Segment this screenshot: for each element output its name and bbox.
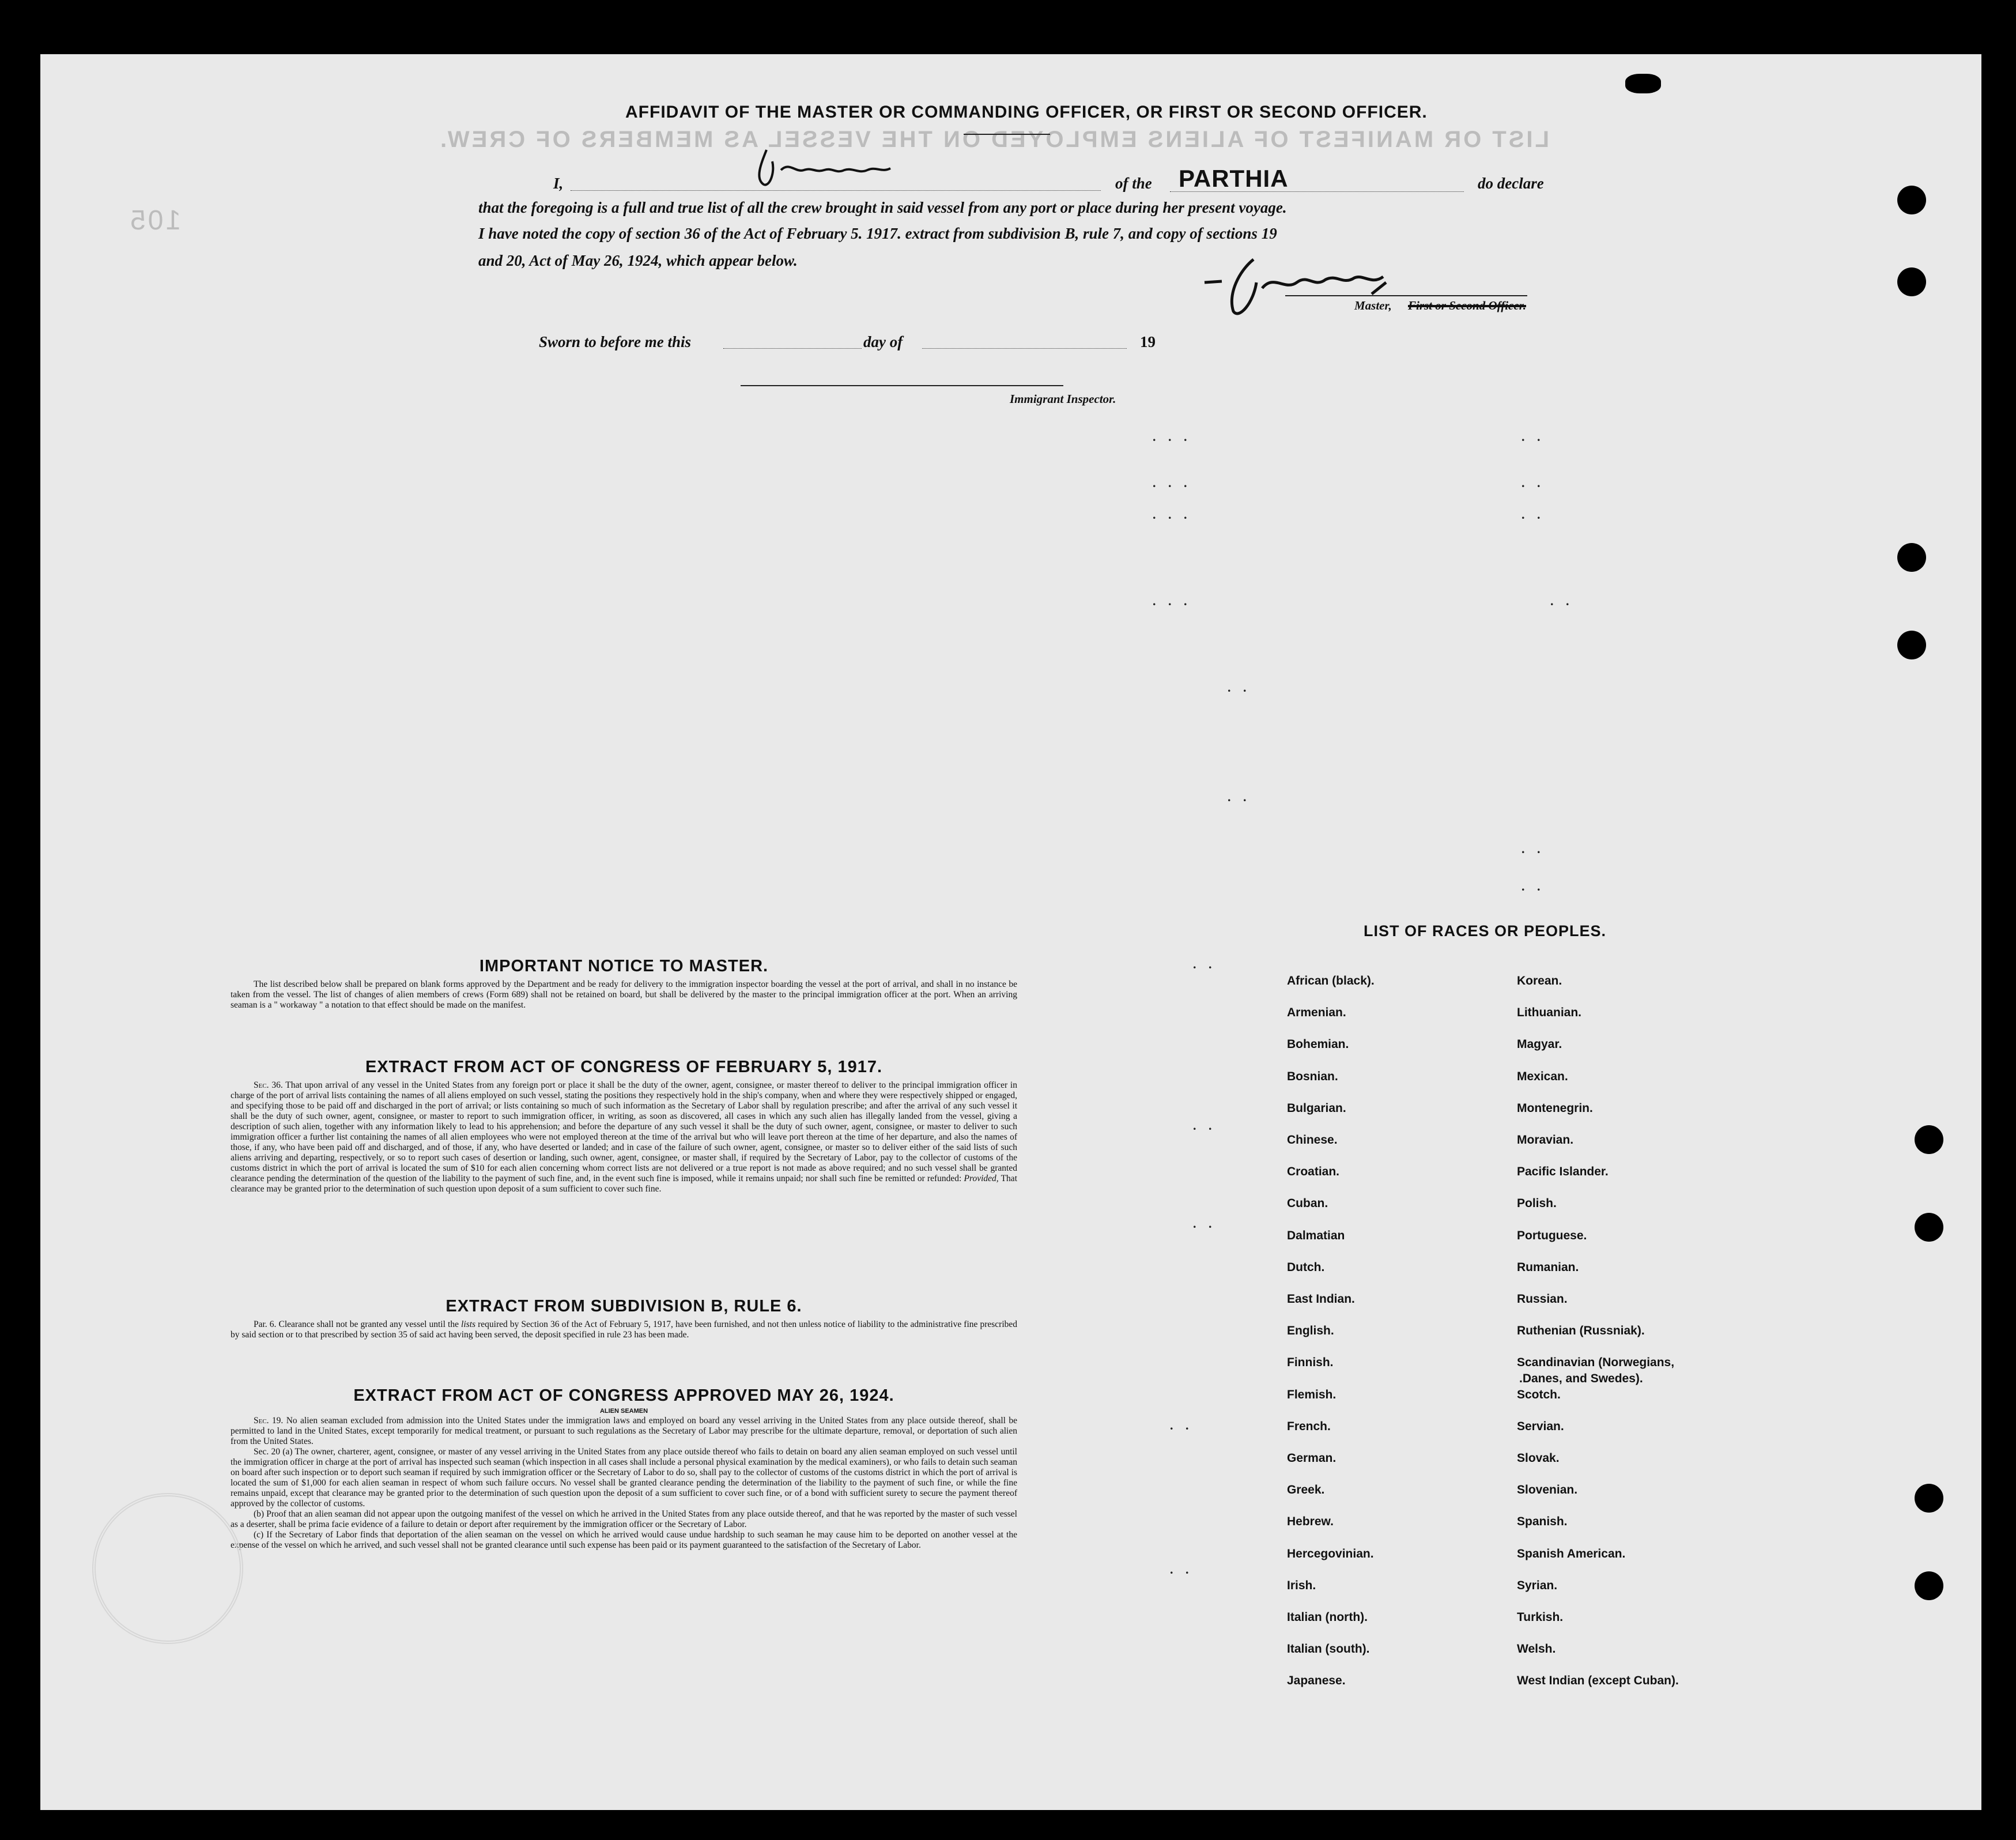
race-item: Flemish. <box>1287 1387 1337 1401</box>
race-item: Servian. <box>1517 1419 1564 1433</box>
race-item: Moravian. <box>1517 1133 1574 1147</box>
race-item: Slovak. <box>1517 1451 1560 1465</box>
affidavit-line-2: I have noted the copy of section 36 of the Act of February 5. 1917. extract from subdivision B, rule 7, and copy of sections 19 <box>478 225 1277 242</box>
race-item: Syrian. <box>1517 1578 1558 1592</box>
rule-6-text-b: required by Section 36 of the Act of February 5, 1917, have been furnished, and not then unless notice of liability to the administrative fine prescribed by said section or to that prescribed by section 35 of said act having been served, the deposit specified in rule 23 has been made. <box>231 1319 1018 1340</box>
proviso-word: Provided, <box>964 1174 999 1183</box>
sworn-label: Sworn to before me this <box>539 333 692 350</box>
dot-marks: . . . <box>1153 507 1192 522</box>
race-item: Scandinavian (Norwegians, <box>1517 1356 1675 1370</box>
race-item: Dutch. <box>1287 1260 1325 1274</box>
ink-blot <box>1625 74 1661 93</box>
races-title: LIST OF RACES OR PEOPLES. <box>1364 922 1607 940</box>
race-item: African (black). <box>1287 974 1375 987</box>
year-prefix: 19 <box>1140 333 1156 350</box>
race-item: Russian. <box>1517 1292 1568 1306</box>
race-item: Turkish. <box>1517 1611 1564 1624</box>
race-item: Italian (north). <box>1287 1611 1368 1624</box>
dot-marks: . . <box>1170 1418 1194 1432</box>
race-item: English. <box>1287 1324 1334 1338</box>
vessel-name: PARTHIA <box>1179 165 1289 192</box>
race-item: Welsh. <box>1517 1642 1556 1656</box>
sec-19 <box>231 1416 1017 1447</box>
race-item: Scotch. <box>1517 1387 1561 1401</box>
affidavit-line-1: that the foregoing is a full and true list of all the crew brought in said vessel from any port or place during her present voyage. <box>478 199 1287 216</box>
rule-6-body <box>231 1319 1017 1340</box>
par-6-label: Par. 6. <box>254 1319 277 1329</box>
punch-hole <box>1897 267 1926 296</box>
extract-1917-body <box>231 1080 1017 1194</box>
dot-marks: . . . <box>1153 429 1192 444</box>
vessel-field-line <box>1170 191 1464 192</box>
bleed-through-page-number: 105 <box>128 205 182 236</box>
punch-hole <box>1915 1213 1943 1242</box>
sec-36-text: That upon arrival of any vessel in the United States from any foreign port or place it shall be the duty of the owner, agent, consignee, or master thereof to deliver to the principal immigration officer in charge of the port of arrival lists containing the names of all aliens employed on such vessel, stating the positions they respectively hold in the ship's company, when and where they were respectively shipped or engaged, and specifying those to be paid off and discharged in the port of arrival; or lists containing so much of such information as the Secretary of Labor shall by regulation prescribe; and after the arrival of any such vessel it shall be the duty of such owner, agent, consignee, or master to report to such immigration officer, in writing, as soon as discovered, all cases in which any such alien has illegally landed from the vessel, giving a description of such alien, together with any information likely to lead to his apprehension; and before the departure of any such vessel it shall be the duty of such owner, agent, consignee, or master to deliver to such immigration officer a further list containing the names of all alien employees who were not employed thereon at the time of the arrival but who will leave port thereon at the time of her departure, and also the names of those, if any, who have been paid off and discharged, and of those, if any, who have deserted or landed; and in case of the failure of such owner, agent, consignee, or master so to deliver either of the said lists of such aliens arriving and departing, respectively, or so to report such cases of desertion or landing, such owner, agent, consignee, or master shall, if required by the Secretary of Labor, pay to the collector of customs of the customs district in which the port of arrival is located the sum of $10 for each alien concerning whom correct lists are not delivered or a true report is not made as above required; and no such vessel shall be granted clearance pending the determination of the question of the liability to the payment of such fine, and, in the event such fine is imposed, while it remains unpaid; nor shall such fine be remitted or refunded: <box>231 1080 1017 1183</box>
dot-marks: . . <box>1228 680 1251 695</box>
dot-marks: . . <box>1193 1216 1217 1231</box>
affidavit-line-3: and 20, Act of May 26, 1924, which appear below. <box>478 252 798 269</box>
race-item: Montenegrin. <box>1517 1101 1593 1115</box>
sec-36-label: Sec. 36. <box>254 1080 283 1090</box>
rule-6-text-a: Clearance shall not be granted any vessel until the <box>278 1319 459 1329</box>
race-item: Lithuanian. <box>1517 1006 1581 1020</box>
dot-marks: . . <box>1522 879 1545 893</box>
officer-name-signature <box>749 138 911 190</box>
inspector-signature-line <box>741 385 1063 386</box>
dot-marks: . . <box>1193 1118 1217 1133</box>
master-label: Master, <box>1354 299 1392 312</box>
race-item: Chinese. <box>1287 1133 1338 1147</box>
race-item: West Indian (except Cuban). <box>1517 1674 1679 1688</box>
affidavit-of-the: of the <box>1115 175 1152 192</box>
race-item: Dalmatian <box>1287 1228 1345 1242</box>
race-item: Irish. <box>1287 1578 1316 1592</box>
punch-hole <box>1915 1125 1943 1154</box>
affidavit-title: AFFIDAVIT OF THE MASTER OR COMMANDING OFFICER, OR FIRST OR SECOND OFFICER. <box>625 103 1428 122</box>
dot-marks: . . <box>1522 507 1545 522</box>
race-item: Italian (south). <box>1287 1642 1370 1656</box>
notice-body: The list described below shall be prepared on blank forms approved by the Department and be ready for delivery to the immigration inspector boarding the vessel at the port of arrival, and shall in no instance be taken from the vessel. The list of changes of alien members of crews (Form 689) shall not be retained on board, but shall be delivered by the master to the principal immigration officer at the port. When an arriving seaman is a " workaway " a notation to that effect should be made on the manifest. <box>231 979 1017 1010</box>
bleed-through-heading: LIST OR MANIFEST OF ALIENS EMPLOYED ON THE VESSEL AS MEMBERS OF CREW. <box>438 127 1549 152</box>
dot-marks: . . . <box>1153 594 1192 608</box>
dot-marks: . . <box>1522 476 1545 490</box>
affidavit-do-declare: do declare <box>1478 175 1544 192</box>
race-item: Polish. <box>1517 1197 1557 1211</box>
struck-officer-label: First or Second Officer. <box>1408 299 1526 312</box>
race-item: Bohemian. <box>1287 1038 1349 1051</box>
race-item: French. <box>1287 1419 1331 1433</box>
extract-rule-6 <box>231 1297 1017 1340</box>
extract-1917-heading: EXTRACT FROM ACT OF CONGRESS OF FEBRUARY 5, 1917. <box>365 1058 883 1076</box>
dot-marks: . . <box>1170 1562 1194 1577</box>
race-item: Magyar. <box>1517 1038 1562 1051</box>
important-notice <box>231 957 1017 1011</box>
rule-6-heading: EXTRACT FROM SUBDIVISION B, RULE 6. <box>446 1297 802 1315</box>
name-field-line <box>571 190 1101 191</box>
race-item: .Danes, and Swedes). <box>1519 1372 1643 1385</box>
sec-36-tail: That clearance may be granted prior to the determination of such question upon deposit of a sum sufficient to cover such fine. <box>231 1174 1017 1194</box>
extract-1924 <box>231 1386 1017 1551</box>
race-item: Hebrew. <box>1287 1515 1334 1529</box>
dot-marks: . . <box>1193 957 1217 971</box>
notice-heading: IMPORTANT NOTICE TO MASTER. <box>479 957 769 975</box>
race-item: Pacific Islander. <box>1517 1165 1609 1179</box>
race-item: Cuban. <box>1287 1197 1328 1211</box>
affidavit-i-label: I, <box>553 175 564 192</box>
punch-hole <box>1897 543 1926 572</box>
extract-1924-heading: EXTRACT FROM ACT OF CONGRESS APPROVED MAY 26, 1924. <box>353 1386 894 1405</box>
race-item: German. <box>1287 1451 1337 1465</box>
dot-marks: . . . <box>1153 476 1192 490</box>
sec-20b: (b) Proof that an alien seaman did not appear upon the outgoing manifest of the vessel on which he arrived in the United States from any place outside thereof, and that he was reported by the master of such vessel as a deserter, shall be prima facie evidence of a failure to detain or deport after requirement by the immigration officer or the Secretary of Labor. <box>231 1509 1017 1529</box>
race-item: Spanish. <box>1517 1515 1568 1529</box>
dot-marks: . . <box>1522 842 1545 856</box>
extract-1917 <box>231 1058 1017 1194</box>
race-item: Bulgarian. <box>1287 1101 1346 1115</box>
sec-20c: (c) If the Secretary of Labor finds that deportation of the alien seaman on the vessel on which he arrived would cause undue hardship to such seaman he may cause him to be deported on another vessel at the expense of the vessel on which he arrived, and such vessel shall not be granted clearance until such expense has been paid or its payment guaranteed to the satisfaction of the Secretary of Labor. <box>231 1530 1017 1550</box>
punch-hole <box>1897 186 1926 214</box>
sec-20a: Sec. 20 (a) The owner, charterer, agent, consignee, or master of any vessel arriving in the United States from any place outside thereof who fails to detain on board any alien seaman employed on such vessel until the immigration officer in charge at the port of arrival has inspected such seaman (which inspection in all cases shall include a personal physical examination by the medical examiners), or who fails to detain such seaman on board after such inspection or to deport such seaman if required by such immigration officer or the Secretary of Labor to do so, shall pay to the collector of customs of the customs district in which the port of arrival is located the sum of $1,000 for each alien seaman in respect of whom such failure occurs. No vessel shall be granted clearance pending the determination of the liability to the payment of such fine, or while the fine remains unpaid, except that clearance may be granted prior to the determination of such question upon the deposit of a sum sufficient to cover such fine, or of a bond with sufficient surety to secure the payment thereof approved by the collector of customs. <box>231 1447 1017 1509</box>
punch-hole <box>1915 1571 1943 1600</box>
inspector-label: Immigrant Inspector. <box>1010 392 1116 406</box>
day-of-label: day of <box>863 333 903 350</box>
dot-marks: . . <box>1522 429 1545 444</box>
race-item: Finnish. <box>1287 1356 1334 1370</box>
race-item: Spanish American. <box>1517 1547 1626 1560</box>
race-item: Greek. <box>1287 1483 1325 1497</box>
race-item: Slovenian. <box>1517 1483 1578 1497</box>
sworn-month-line <box>922 348 1127 349</box>
faint-seal-stamp <box>92 1493 243 1644</box>
punch-hole <box>1897 631 1926 659</box>
race-item: Japanese. <box>1287 1674 1346 1688</box>
race-item: Portuguese. <box>1517 1228 1587 1242</box>
race-item: Ruthenian (Russniak). <box>1517 1324 1645 1338</box>
punch-hole <box>1915 1484 1943 1513</box>
master-signature <box>1199 248 1441 323</box>
dot-marks: . . <box>1550 594 1574 608</box>
dot-marks: . . <box>1228 790 1251 804</box>
sec-19-label: Sec. 19. <box>254 1416 284 1426</box>
race-item: Rumanian. <box>1517 1260 1579 1274</box>
race-item: Armenian. <box>1287 1006 1346 1020</box>
race-item: Mexican. <box>1517 1069 1568 1083</box>
race-item: Hercegovinian. <box>1287 1547 1374 1560</box>
lists-word: lists <box>461 1319 476 1329</box>
title-rule <box>964 134 1050 135</box>
race-item: Bosnian. <box>1287 1069 1338 1083</box>
master-signature-line <box>1285 295 1527 296</box>
race-item: East Indian. <box>1287 1292 1355 1306</box>
sec-19-text: No alien seaman excluded from admission into the United States under the immigration laws and employed on board any vessel arriving in the United States from any place outside thereof, shall be permitted to land in the United States, except temporarily for medical treatment, or pursuant to such regulations as the Secretary of Labor may prescribe for the ultimate departure, removal, or deportation of such alien from the United States. <box>231 1416 1017 1446</box>
alien-seamen-subheading: ALIEN SEAMEN <box>599 1408 648 1415</box>
sworn-day-line <box>723 348 862 349</box>
race-item: Croatian. <box>1287 1165 1340 1179</box>
race-item: Korean. <box>1517 974 1562 987</box>
